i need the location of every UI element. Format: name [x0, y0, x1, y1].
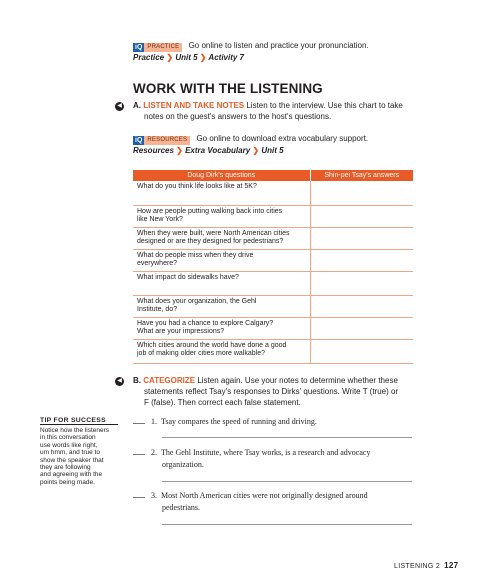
- practice-path[interactable]: Practice ❯ Unit 5 ❯ Activity 7: [133, 53, 244, 62]
- table-row: [133, 317, 413, 339]
- chart-header-answers: Shin-pei Tsay's answers: [310, 170, 413, 181]
- practice-text: Go online to listen and practice your pronunciation.: [188, 41, 369, 50]
- tip-title: TIP FOR SUCCESS: [40, 417, 106, 424]
- tip-text: Notice how the listeners in this conversation use words like right, um hmm, and true to show the speaker that they are following and agreeing with the points being made.: [40, 427, 110, 486]
- question-cell: When they were built, were North American cities designed or are they designed for pedestrians?: [133, 227, 310, 249]
- resources-text: Go online to download extra vocabulary support.: [196, 134, 369, 143]
- chevron-right-icon: ❯: [166, 53, 174, 62]
- resources-tag: RESOURCES: [144, 136, 190, 145]
- page-footer: [394, 561, 458, 570]
- table-row: [133, 181, 413, 205]
- statement-3-cont: pedestrians.: [162, 503, 200, 512]
- section-title: WORK WITH THE LISTENING: [133, 81, 323, 96]
- task-a: [133, 101, 403, 112]
- task-a-text-1: Listen to the interview. Use this chart to take: [246, 101, 403, 110]
- resources-path[interactable]: Resources ❯ Extra Vocabulary ❯ Unit 5: [133, 146, 284, 155]
- iq-logo: iQ: [135, 137, 143, 144]
- task-b: [133, 376, 398, 387]
- chart-header-questions: Doug Dirk's questions: [133, 170, 310, 181]
- task-a-heading: LISTEN AND TAKE NOTES: [143, 101, 245, 110]
- task-b-line-1: Listen again. Use your notes to determine whether these: [197, 376, 398, 385]
- answer-cell[interactable]: [310, 249, 413, 271]
- audio-icon[interactable]: ◀: [115, 102, 124, 111]
- task-b-letter: B.: [133, 376, 141, 385]
- chevron-right-icon: ❯: [176, 146, 183, 155]
- answer-cell[interactable]: [310, 205, 413, 227]
- practice-tag: PRACTICE: [144, 43, 182, 52]
- question-cell: Have you had a chance to explore Calgary? What are your impressions?: [133, 317, 310, 339]
- statement-2: 2. The Gehl Institute, where Tsay works, is a research and advocacy: [133, 447, 370, 458]
- question-cell: What impact do sidewalks have?: [133, 271, 310, 295]
- question-cell: How are people putting walking back into cities like New York?: [133, 205, 310, 227]
- page-number: 127: [444, 561, 459, 570]
- statement-2-cont: organization.: [162, 460, 204, 469]
- tip-divider: [40, 424, 118, 425]
- answer-cell[interactable]: [310, 295, 413, 317]
- chevron-right-icon: ❯: [252, 146, 260, 155]
- footer-label: LISTENING 2: [394, 563, 441, 570]
- iq-practice-badge[interactable]: [133, 43, 182, 52]
- task-a-letter: A.: [133, 101, 141, 110]
- answer-blank[interactable]: [133, 491, 145, 498]
- task-a-text-2: notes on the guest's answers to the host's questions.: [144, 112, 332, 121]
- answer-blank[interactable]: [133, 448, 145, 455]
- question-cell: Which cities around the world have done a good job of making older cities more walkable?: [133, 339, 310, 363]
- answer-cell[interactable]: [310, 317, 413, 339]
- table-row: [133, 205, 413, 227]
- task-b-heading: CATEGORIZE: [143, 376, 196, 385]
- question-cell: What do you think life looks like at 5K?: [133, 181, 310, 205]
- notes-chart: [133, 170, 413, 364]
- practice-note: [133, 41, 369, 52]
- chevron-right-icon: ❯: [199, 53, 207, 62]
- answer-blank[interactable]: [133, 417, 145, 424]
- question-cell: What do people miss when they drive everywhere?: [133, 249, 310, 271]
- iq-logo: iQ: [135, 44, 143, 51]
- task-b-line-2: statements reflect Tsay's responses to Dirks' questions. Write T (true) or: [144, 387, 399, 396]
- answer-cell[interactable]: [310, 271, 413, 295]
- correction-line[interactable]: [162, 437, 412, 438]
- answer-cell[interactable]: [310, 339, 413, 363]
- table-row: [133, 339, 413, 363]
- answer-cell[interactable]: [310, 227, 413, 249]
- audio-icon[interactable]: ◀: [115, 377, 124, 386]
- question-cell: What does your organization, the Gehl Institute, do?: [133, 295, 310, 317]
- table-row: [133, 295, 413, 317]
- resources-note: [133, 134, 368, 145]
- statement-3: 3. Most North American cities were not originally designed around: [133, 490, 368, 501]
- statement-1: 1. Tsay compares the speed of running and driving.: [133, 416, 317, 427]
- answer-cell[interactable]: [310, 181, 413, 205]
- table-row: [133, 249, 413, 271]
- table-row: [133, 227, 413, 249]
- iq-resources-badge[interactable]: [133, 136, 190, 145]
- task-b-line-3: F (false). Then correct each false statement.: [144, 398, 301, 407]
- correction-line[interactable]: [162, 481, 412, 482]
- correction-line[interactable]: [162, 524, 412, 525]
- table-row: [133, 271, 413, 295]
